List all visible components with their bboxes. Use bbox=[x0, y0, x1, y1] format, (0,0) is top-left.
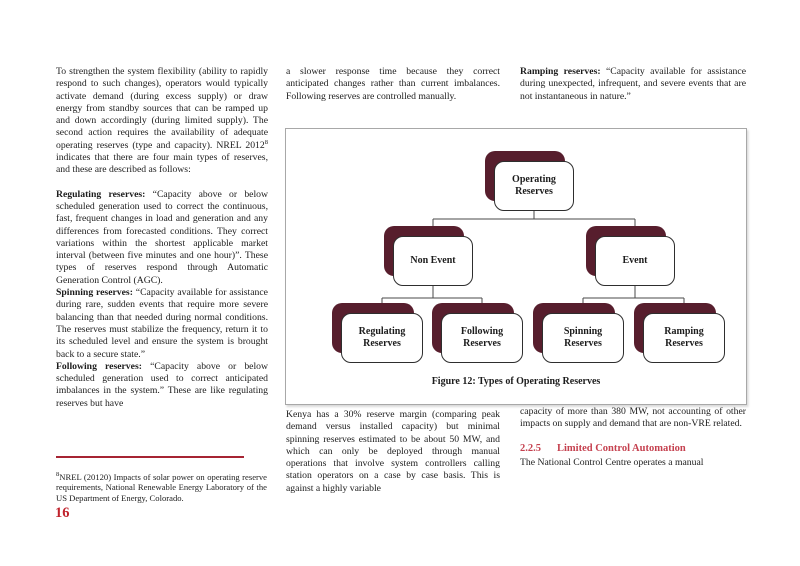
intro-text: To strengthen the system flexibility (ability to rapidly respond to such changes), operators would typically activate demand (during excess supply) or draw energy from standby sources that can be ramped up and down accordingly (during limited supply). The second action requires the availability of adequate operating reserves (type and capacity). NREL 2012 bbox=[56, 66, 268, 151]
definition-lead: Regulating reserves: bbox=[56, 188, 146, 200]
figure-12-types-of-operating-reserves bbox=[285, 128, 747, 405]
kenya-reserve-paragraph: Kenya has a 30% reserve margin (comparing peak demand versus installed capacity) but minimal spinning reserves estimated to be about 50 MW, and which can only be deployed through manual operations that involve system controllers calling station operators on a case by case basis. This is against a highly variable bbox=[286, 409, 500, 494]
following-continuation-paragraph: a slower response time because they correct anticipated changes rather than current imbalances. Following reserves are controlled manually. bbox=[286, 66, 500, 102]
definition-regulating bbox=[56, 189, 268, 287]
node-following-reserves: Following Reserves bbox=[441, 313, 523, 363]
intro-text-cont: indicates that there are four main types of reserves, and these are described as follows: bbox=[56, 152, 268, 176]
section-number: 2.2.5 bbox=[520, 442, 541, 454]
footnote-number: 8 bbox=[56, 470, 60, 478]
definition-ramping bbox=[520, 66, 746, 103]
section-heading-2-2-5 bbox=[520, 443, 746, 454]
capacity-continuation-paragraph: capacity of more than 380 MW, not accounting of other impacts on supply and demand that are non-VRE related. bbox=[520, 406, 746, 430]
node-spinning-reserves: Spinning Reserves bbox=[542, 313, 624, 363]
definition-body: “Capacity available for assistance during unexpected, infrequent, and severe events that are not instantaneous in nature.” bbox=[520, 66, 746, 102]
definition-lead: Spinning reserves: bbox=[56, 287, 133, 299]
right-column-top bbox=[520, 66, 746, 103]
page-number: 16 bbox=[55, 505, 70, 521]
node-ramping-reserves: Ramping Reserves bbox=[643, 313, 725, 363]
left-column bbox=[56, 66, 268, 410]
definition-lead: Ramping reserves: bbox=[520, 66, 601, 77]
footnote-text: NREL (20120) Impacts of solar power on operating reserve requirements, National Renewable Energy Laboratory of the US Department of Energy, Colorado. bbox=[56, 471, 267, 503]
node-event: Event bbox=[595, 236, 675, 286]
footnote bbox=[56, 472, 267, 504]
middle-column-top bbox=[286, 66, 500, 103]
middle-column-bottom bbox=[286, 409, 500, 495]
node-operating-reserves: Operating Reserves bbox=[494, 161, 574, 211]
footnote-ref-marker: 8 bbox=[264, 138, 268, 146]
definition-body: “Capacity above or below scheduled generation used to correct the continuous, fast, frequent changes in load and generation and any differences from forecasted conditions. They correct variations within the shortest applicable market interval (between five minutes and one hour)”. These types of reserves respond through Automatic Generation Control (AGC). bbox=[56, 188, 269, 286]
definition-lead: Following reserves: bbox=[56, 360, 142, 372]
intro-paragraph bbox=[56, 66, 268, 177]
national-control-centre-paragraph: The National Control Centre operates a manual bbox=[520, 456, 704, 468]
section-title: Limited Control Automation bbox=[557, 442, 686, 454]
definition-body: “Capacity available for assistance during rare, sudden events that require more severe balancing than that needed during normal conditions. The reserves must stabilize the frequency, return it to its scheduled level and ensure the system is brought back to a secure state.” bbox=[56, 287, 268, 360]
node-regulating-reserves: Regulating Reserves bbox=[341, 313, 423, 363]
right-column-bottom bbox=[520, 406, 746, 469]
footnote-divider-rule bbox=[56, 456, 244, 458]
definition-body: “Capacity above or below scheduled generation used to correct anticipated imbalances in the system.” These are like regulating reserves but have bbox=[56, 360, 268, 409]
figure-caption: Figure 12: Types of Operating Reserves bbox=[431, 376, 601, 387]
definition-spinning bbox=[56, 287, 268, 361]
node-non-event: Non Event bbox=[393, 236, 473, 286]
definition-following bbox=[56, 361, 268, 410]
